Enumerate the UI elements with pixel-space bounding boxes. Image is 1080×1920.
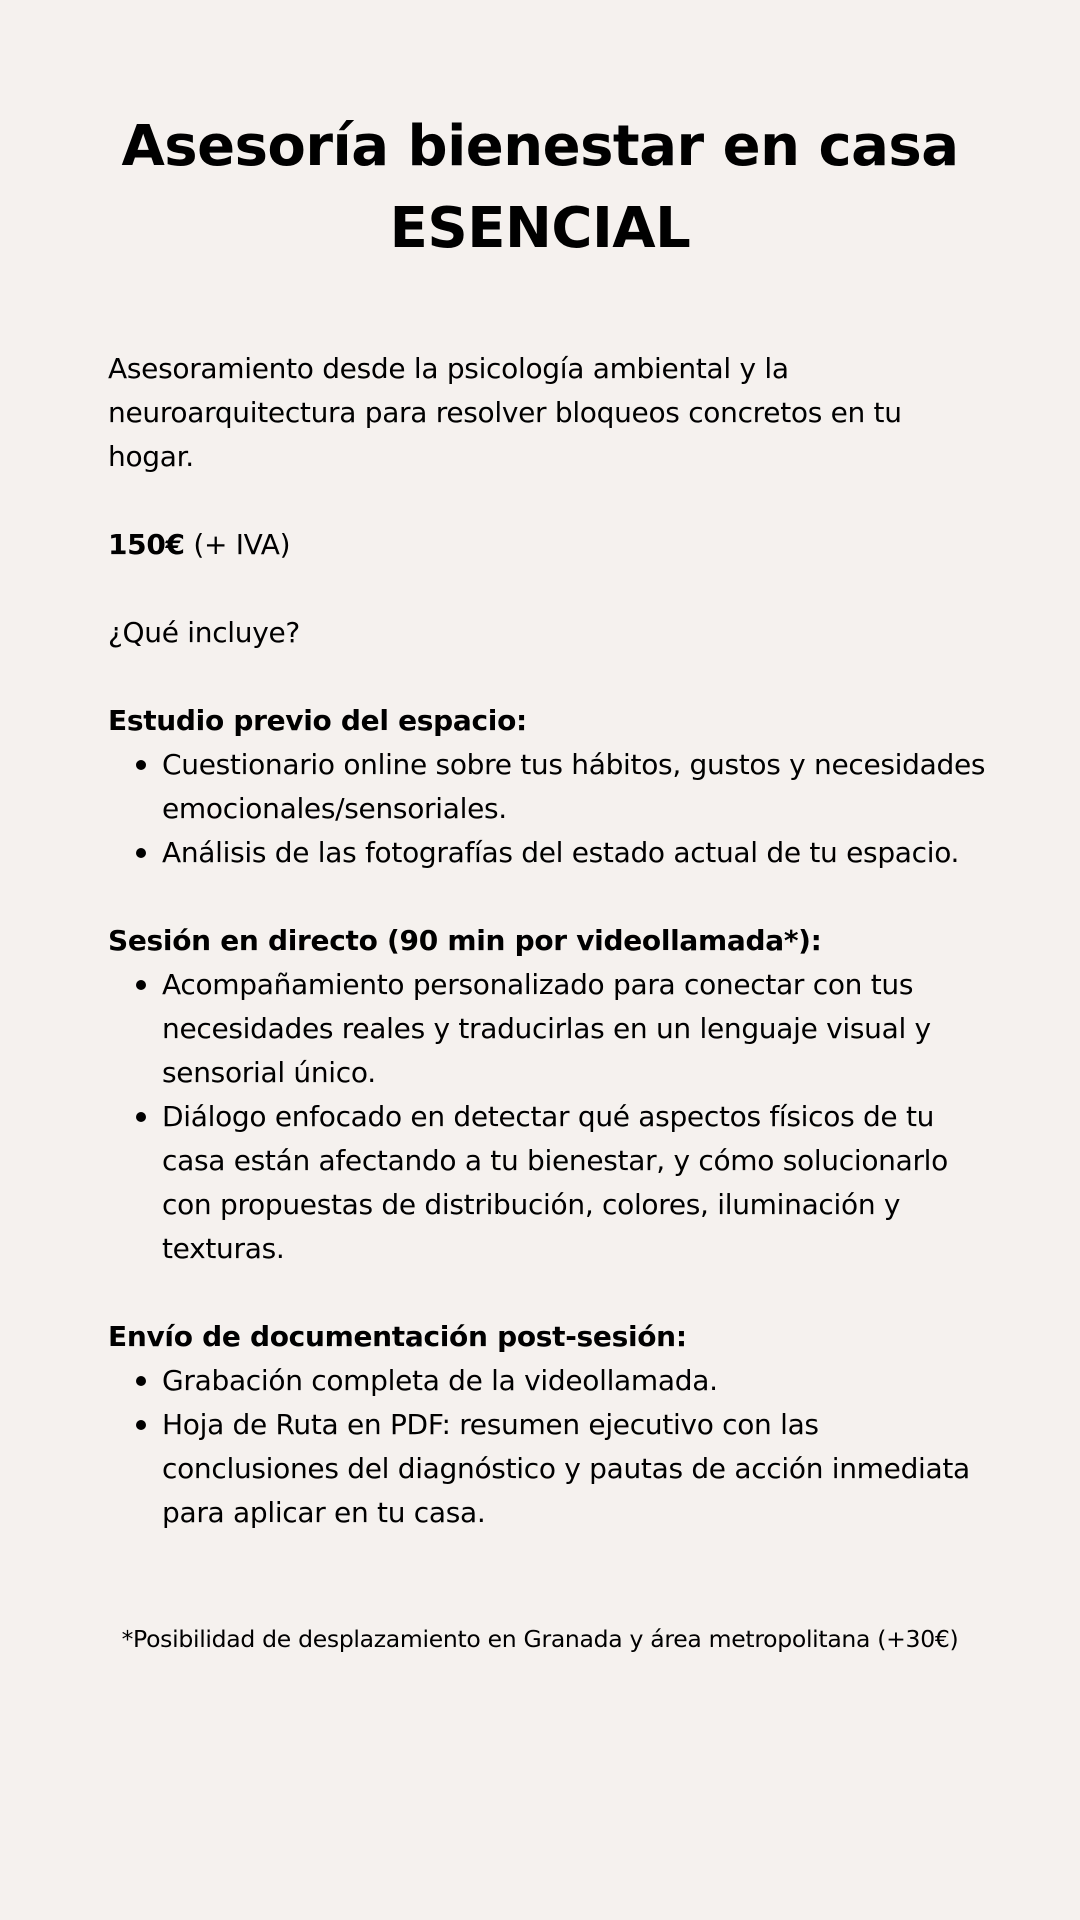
list-item-text: Hoja de Ruta en PDF: resumen ejecutivo con las conclusiones del diagnóstico y pautas de acción inmediata para aplicar en tu casa.	[162, 1408, 970, 1529]
list-item	[108, 1095, 988, 1271]
bullet-icon	[136, 1420, 146, 1430]
bullet-list	[108, 743, 988, 875]
list-item-text: Diálogo enfocado en detectar qué aspectos físicos de tu casa están afectando a tu bienestar, y cómo solucionarlo con propuestas de distribución, colores, iluminación y texturas.	[162, 1100, 948, 1265]
price-amount: 150€	[108, 528, 185, 561]
list-item	[108, 963, 988, 1095]
bullet-list	[108, 963, 988, 1271]
list-item	[108, 1359, 988, 1403]
title-line-1: Asesoría bienestar en casa	[121, 114, 959, 179]
price-line	[108, 523, 988, 567]
section-preliminary-study	[108, 699, 988, 875]
bullet-icon	[136, 1376, 146, 1386]
bullet-icon	[136, 848, 146, 858]
price-tax: (+ IVA)	[193, 528, 291, 561]
section-heading: Estudio previo del espacio:	[108, 704, 527, 737]
footnote: *Posibilidad de desplazamiento en Granada y área metropolitana (+30€)	[121, 1625, 959, 1653]
section-post-session-docs	[108, 1315, 988, 1535]
section-heading: Envío de documentación post-sesión:	[108, 1320, 687, 1353]
page-title	[40, 106, 1040, 270]
bullet-icon	[136, 1112, 146, 1122]
includes-label: ¿Qué incluye?	[108, 616, 300, 649]
bullet-list	[108, 1359, 988, 1535]
title-line-2: ESENCIAL	[389, 196, 691, 261]
list-item-text: Grabación completa de la videollamada.	[162, 1364, 718, 1397]
service-description	[108, 347, 988, 1535]
list-item-text: Acompañamiento personalizado para conectar con tus necesidades reales y traducirlas en un lenguaje visual y sensorial único.	[162, 968, 931, 1089]
list-item-text: Análisis de las fotografías del estado actual de tu espacio.	[162, 836, 960, 869]
bullet-icon	[136, 980, 146, 990]
bullet-icon	[136, 760, 146, 770]
list-item	[108, 1403, 988, 1535]
list-item-text: Cuestionario online sobre tus hábitos, gustos y necesidades emocionales/sensoriales.	[162, 748, 986, 825]
list-item	[108, 743, 988, 831]
intro-text: Asesoramiento desde la psicología ambiental y la neuroarquitectura para resolver bloqueos concretos en tu hogar.	[108, 352, 902, 473]
section-live-session	[108, 919, 988, 1271]
section-heading: Sesión en directo (90 min por videollamada*):	[108, 924, 822, 957]
list-item	[108, 831, 988, 875]
